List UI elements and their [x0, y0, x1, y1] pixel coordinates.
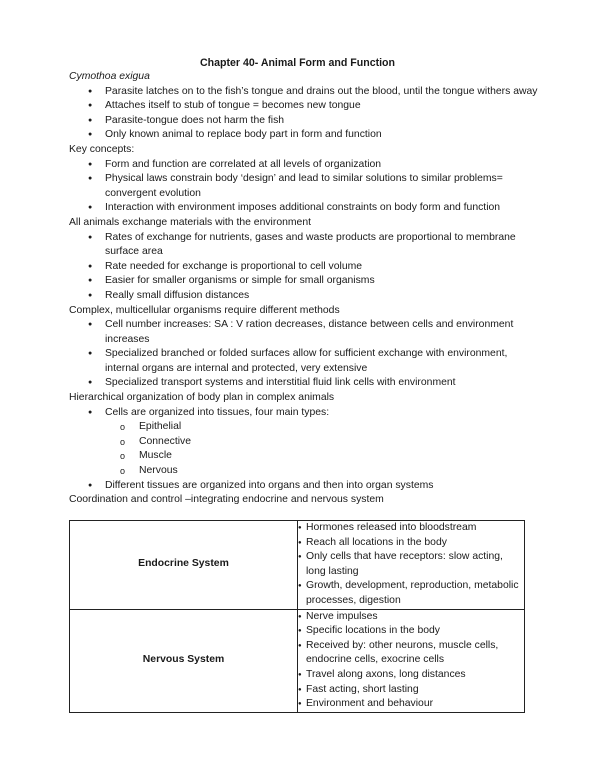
- list-item: ● Different tissues are organized into organs and then into organ systems: [69, 479, 539, 494]
- list-item: ● Parasite latches on to the fish’s tongue and drains out the blood, until the tongue withers away: [69, 85, 539, 100]
- list-item: ● Specific locations in the body: [298, 624, 524, 639]
- list-item: ● Only known animal to replace body part in form and function: [69, 128, 539, 143]
- list-item: ● Only cells that have receptors: slow acting, long lasting: [298, 550, 524, 579]
- system-name-cell: Nervous System: [70, 609, 298, 712]
- list-item: ● Form and function are correlated at all levels of organization: [69, 158, 539, 173]
- tissue-type-list: [69, 420, 539, 478]
- section-heading-hierarchy: Hierarchical organization of body plan in complex animals: [69, 392, 335, 404]
- system-points-list: [298, 610, 524, 712]
- notes-body: [69, 70, 539, 508]
- list-item: ● Parasite-tongue does not harm the fish: [69, 114, 539, 129]
- list-item: ● Really small diffusion distances: [69, 289, 539, 304]
- list-item: ● Rate needed for exchange is proportional to cell volume: [69, 260, 539, 275]
- list-item: ● Cell number increases: SA : V ration decreases, distance between cells and environment increases: [69, 318, 539, 347]
- section-heading-cymothoa: Cymothoa exigua: [69, 71, 150, 82]
- systems-table: [69, 520, 525, 713]
- bullet-list-exchange: [69, 231, 539, 304]
- page-title: Chapter 40- Animal Form and Function: [199, 57, 396, 69]
- tissue-type-item: o Nervous: [69, 464, 539, 479]
- tissue-type-item: o Epithelial: [69, 420, 539, 435]
- list-item: ● Nerve impulses: [298, 610, 524, 625]
- bullet-list-hierarchy: [69, 406, 539, 421]
- tissue-type-item: o Connective: [69, 435, 539, 450]
- bullet-list-multicellular: [69, 318, 539, 391]
- system-points-cell: [298, 521, 525, 610]
- bullet-list-key-concepts: [69, 158, 539, 216]
- list-item: ● Environment and behaviour: [298, 697, 524, 712]
- section-heading-key-concepts: Key concepts:: [69, 143, 135, 155]
- section-heading-exchange: All animals exchange materials with the environment: [69, 216, 311, 228]
- list-item: ● Travel along axons, long distances: [298, 668, 524, 683]
- system-points-cell: [298, 609, 525, 712]
- system-points-list: [298, 521, 524, 609]
- list-item: ● Hormones released into bloodstream: [298, 521, 524, 536]
- list-item: ● Specialized transport systems and interstitial fluid link cells with environment: [69, 376, 539, 391]
- list-item: ● Physical laws constrain body ‘design’ and lead to similar solutions to similar problems= convergent evolution: [69, 172, 539, 201]
- list-item: ● Received by: other neurons, muscle cells, endocrine cells, exocrine cells: [298, 639, 524, 668]
- bullet-list-hierarchy-2: [69, 479, 539, 494]
- list-item: ● Attaches itself to stub of tongue = becomes new tongue: [69, 99, 539, 114]
- list-item: ● Easier for smaller organisms or simple for small organisms: [69, 274, 539, 289]
- list-item: ● Specialized branched or folded surfaces allow for sufficient exchange with environment, internal organs are internal and protected, very extensive: [69, 347, 539, 376]
- list-item: ● Reach all locations in the body: [298, 536, 524, 551]
- list-item: ● Interaction with environment imposes additional constraints on body form and function: [69, 201, 539, 216]
- list-item: ● Growth, development, reproduction, metabolic processes, digestion: [298, 579, 524, 608]
- section-heading-multicellular: Complex, multicellular organisms require different methods: [69, 304, 340, 316]
- section-heading-coordination: Coordination and control –integrating endocrine and nervous system: [69, 494, 384, 506]
- list-item: ● Rates of exchange for nutrients, gases and waste products are proportional to membrane surface area: [69, 231, 539, 260]
- tissue-type-item: o Muscle: [69, 449, 539, 464]
- table-row: [70, 609, 525, 712]
- table-row: [70, 521, 525, 610]
- list-item: ● Fast acting, short lasting: [298, 683, 524, 698]
- system-name-cell: Endocrine System: [70, 521, 298, 610]
- bullet-list-cymothoa: [69, 85, 539, 143]
- list-item: ● Cells are organized into tissues, four main types:: [69, 406, 539, 421]
